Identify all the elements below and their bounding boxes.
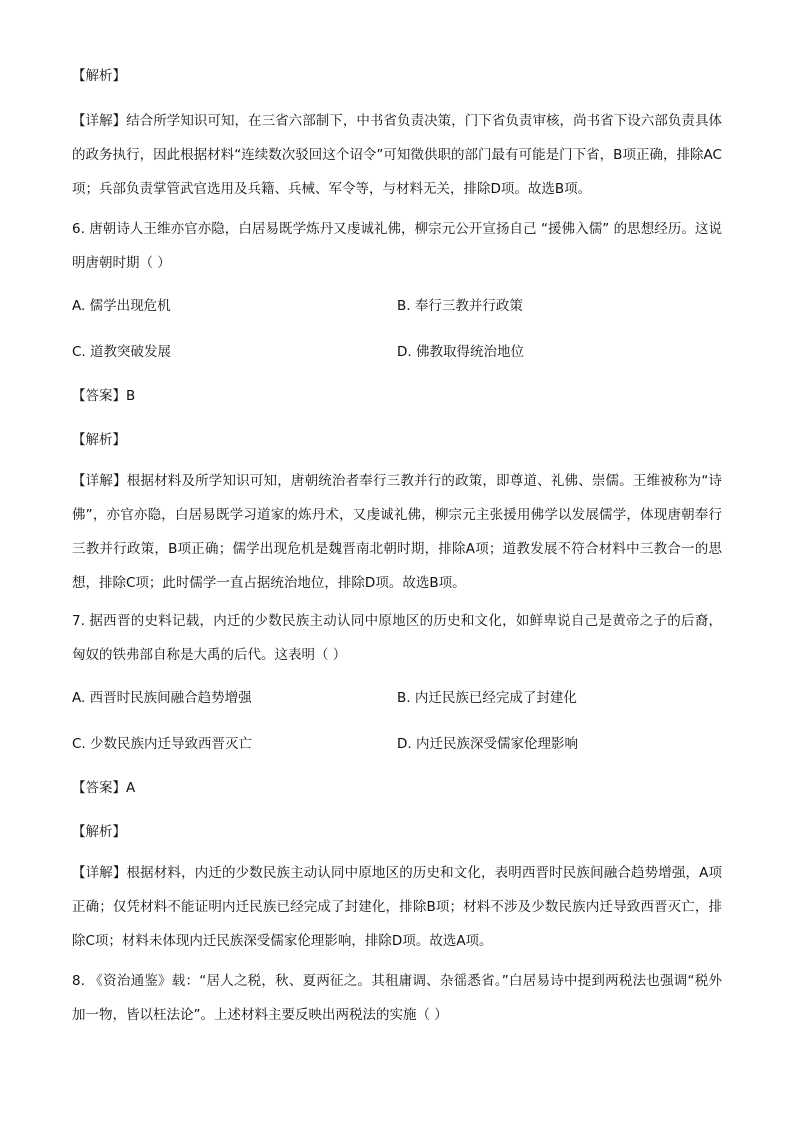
q7-detail: 【详解】根据材料，内迁的少数民族主动认同中原地区的历史和文化，表明西晋时民族间融合趋势增强，A项正确；仅凭材料不能证明内迁民族已经完成了封建化，排除B项；材料不涉及少数民族内迁导致西晋灭亡，排除C项；材料未体现内迁民族深受儒家伦理影响，排除D项。故选A项。 bbox=[72, 865, 722, 949]
q7-stem: 7. 据西晋的史料记载，内迁的少数民族主动认同中原地区的历史和文化，如鲜卑说自己是黄帝之子的后裔，匈奴的铁弗部自称是大禹的后代。这表明（ ） bbox=[72, 613, 722, 663]
q7-option-c: C. 少数民族内迁导致西晋灭亡 bbox=[72, 736, 253, 752]
q6-option-b: B. 奉行三教并行政策 bbox=[397, 298, 523, 314]
q7-option-a: A. 西晋时民族间融合趋势增强 bbox=[72, 690, 252, 706]
q7-option-b: B. 内迁民族已经完成了封建化 bbox=[397, 690, 577, 706]
q6-option-c: C. 道教突破发展 bbox=[72, 344, 172, 360]
q5-analysis-tag: 【解析】 bbox=[72, 68, 126, 84]
q8-stem: 8. 《资治通鉴》载：“居人之税，秋、夏两征之。其租庸调、杂徭悉省。”白居易诗中提到两税法也强调“税外加一物，皆以枉法论”。上述材料主要反映出两税法的实施（ ） bbox=[72, 973, 722, 1023]
q7-option-d: D. 内迁民族深受儒家伦理影响 bbox=[397, 736, 578, 752]
q6-stem: 6. 唐朝诗人王维亦官亦隐，白居易既学炼丹又虔诚礼佛，柳宗元公开宣扬自己 “援佛入儒” 的思想经历。这说明唐朝时期（ ） bbox=[72, 221, 722, 271]
q7-answer: 【答案】A bbox=[72, 780, 136, 796]
q7-analysis-tag: 【解析】 bbox=[72, 824, 126, 840]
q6-detail: 【详解】根据材料及所学知识可知，唐朝统治者奉行三教并行的政策，即尊道、礼佛、崇儒。王维被称为“诗佛”，亦官亦隐，白居易既学习道家的炼丹术，又虔诚礼佛，柳宗元主张援用佛学以发展儒学，体现唐朝奉行三教并行政策，B项正确；儒学出现危机是魏晋南北朝时期，排除A项；道教发展不符合材料中三教合一的思想，排除C项；此时儒学一直占据统治地位，排除D项。故选B项。 bbox=[72, 473, 722, 591]
q6-answer: 【答案】B bbox=[72, 388, 136, 404]
q6-analysis-tag: 【解析】 bbox=[72, 432, 126, 448]
q6-option-a: A. 儒学出现危机 bbox=[72, 298, 171, 314]
q6-option-d: D. 佛教取得统治地位 bbox=[397, 344, 524, 360]
q5-detail: 【详解】结合所学知识可知，在三省六部制下，中书省负责决策，门下省负责审核，尚书省下设六部负责具体的政务执行，因此根据材料“连续数次驳回这个诏令”可知徵供职的部门最有可能是门下省，B项正确，排除AC项；兵部负责掌管武官选用及兵籍、兵械、军令等，与材料无关，排除D项。故选B项。 bbox=[72, 113, 722, 197]
